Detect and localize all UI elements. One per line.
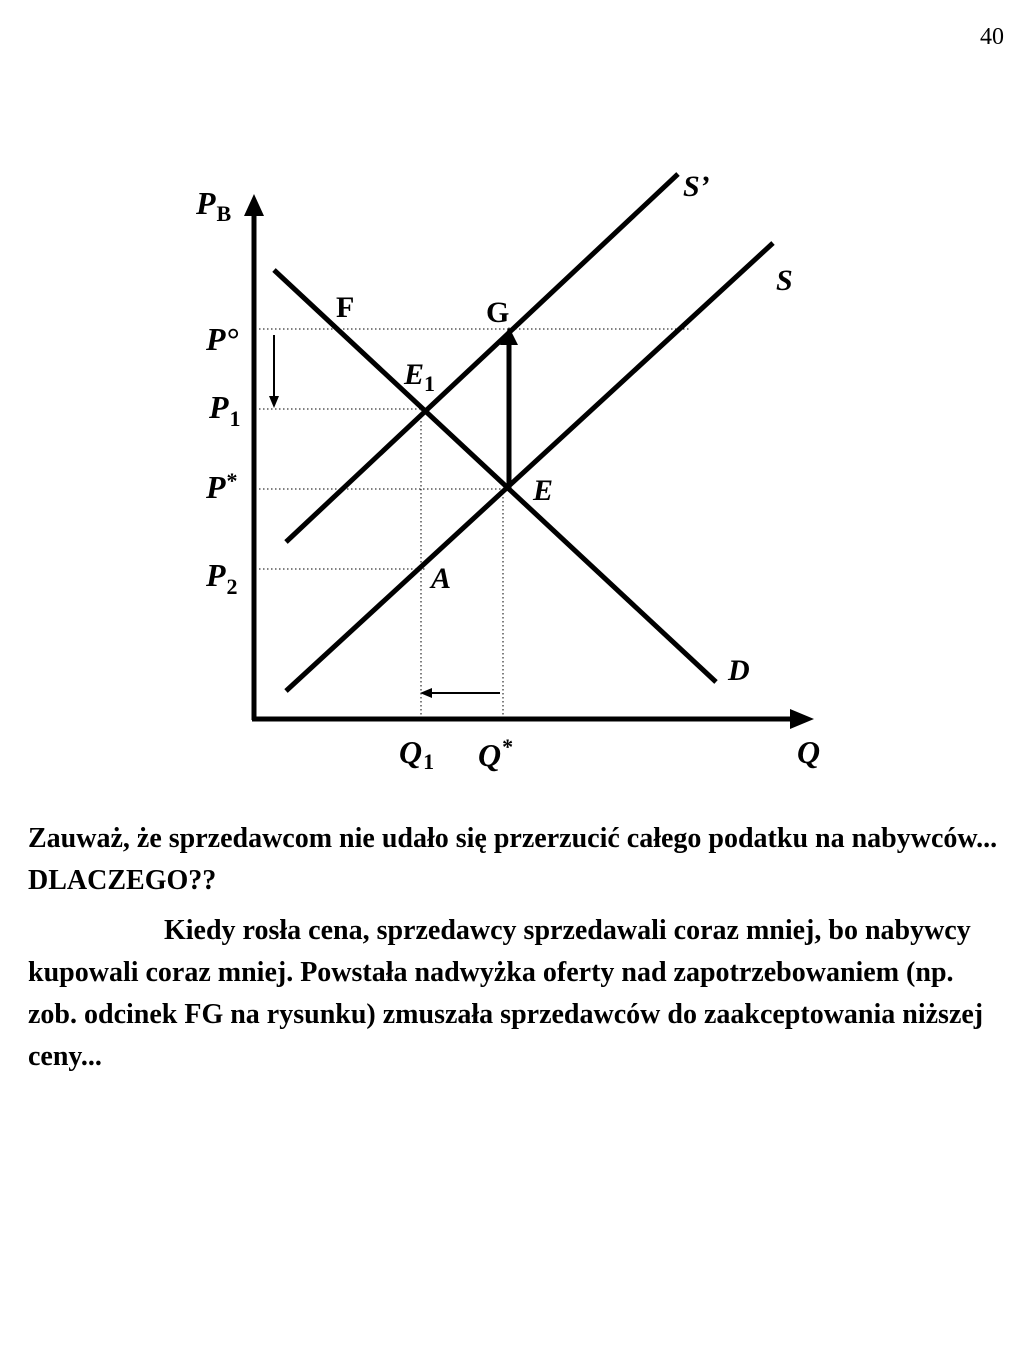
point-label-e: E: [533, 474, 554, 507]
supply-shifted-curve: [286, 174, 678, 542]
x-axis-label: Q: [797, 734, 821, 770]
y-axis-arrowhead: [244, 194, 264, 216]
page-number: 40: [980, 24, 1004, 50]
curve-label-demand: D: [728, 654, 750, 687]
curves: [274, 174, 773, 691]
answer-paragraph: Kiedy rosła cena, sprzedawcy sprzedawali coraz mniej, bo nabywcy kupowali coraz mniej. Powstała nadwyżka oferty nad zapotrzebowaniem (np. zob. odcinek FG na rysunku) zmuszała sprzedawców do zaakceptowania niższej ceny...: [28, 915, 984, 1072]
point-label-f: F: [336, 291, 355, 324]
price-label-p2: $P_2$: [206, 557, 238, 599]
quantity-label-q1: Q1: [399, 734, 435, 774]
point-label-a: A: [431, 562, 452, 595]
price-label-p-star: P*: [206, 468, 238, 505]
price-down-arrowhead: [269, 396, 279, 408]
curve-label-supply-shifted: S’: [683, 170, 710, 203]
y-axis-label: $P_B$: [196, 185, 232, 226]
price-label-p1: $P_1$: [209, 389, 241, 431]
quantity-label-q-star: Q*: [478, 734, 514, 773]
demand-curve: [274, 270, 716, 682]
point-label-g: G: [486, 296, 510, 329]
quantity-left-arrowhead: [420, 688, 432, 698]
x-axis-arrowhead: [790, 709, 814, 729]
price-label-p-degree: P°: [206, 321, 239, 357]
point-label-e1: $E_1$: [404, 358, 436, 396]
question-paragraph: Zauważ, że sprzedawcom nie udało się przerzucić całego podatku na nabywców... DLACZEGO??: [28, 823, 998, 896]
explanation-text: [28, 818, 1003, 1078]
curve-label-supply: S: [776, 264, 793, 297]
